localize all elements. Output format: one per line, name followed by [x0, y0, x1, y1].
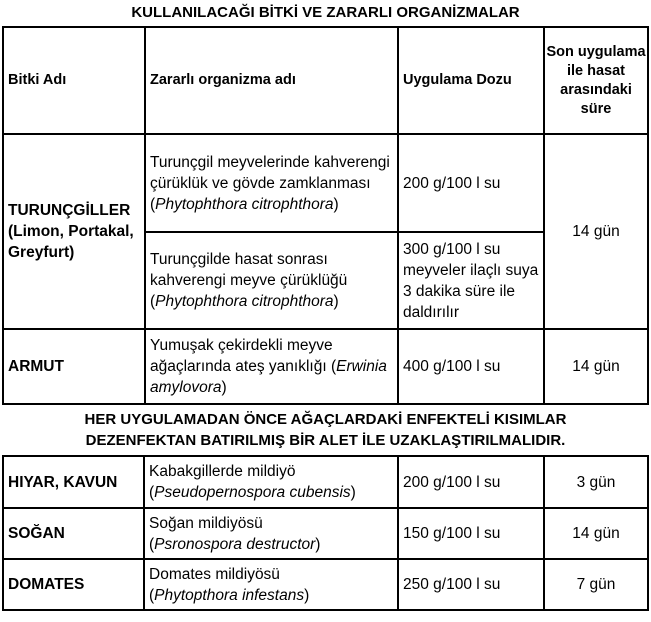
pest-latin: Psronospora destructor — [154, 535, 316, 553]
table-row — [3, 508, 648, 559]
pest-name: Kabakgillerde mildiyö — [149, 463, 296, 480]
plant-name: HIYAR, KAVUN — [3, 456, 144, 508]
dose-cell: 300 g/100 l su meyveler ilaçlı suya 3 dakika süre ile daldırılır — [398, 232, 544, 329]
interval-pear: 14 gün — [544, 329, 648, 404]
header-dose: Uygulama Dozu — [398, 27, 544, 134]
header-plant: Bitki Adı — [3, 27, 145, 134]
dose-cell: 150 g/100 l su — [398, 508, 544, 559]
pest-latin: Phytopthora infestans — [154, 586, 305, 604]
pest-name: Domates mildiyösü — [149, 565, 280, 583]
pest-name: Turunçgilde hasat sonrası kahverengi meyve çürüklüğü — [150, 251, 348, 289]
dose-cell: 200 g/100 l su — [398, 456, 544, 508]
plant-name: DOMATES — [3, 559, 144, 610]
header-interval: Son uygulama ile hasat arasındaki süre — [544, 27, 648, 134]
page-title: KULLANILACAĞI BİTKİ VE ZARARLI ORGANİZMALAR — [131, 4, 520, 21]
table-row — [3, 456, 648, 508]
pest-name: Yumuşak çekirdekli meyve ağaçlarında ateş yanıklığı — [150, 337, 333, 375]
plant-pear: ARMUT — [3, 329, 145, 404]
dose-cell: 200 g/100 l su — [398, 134, 544, 232]
pest-latin: Erwinia amylovora — [150, 358, 387, 396]
interval-cell: 14 gün — [544, 508, 648, 559]
interval-cell: 3 gün — [544, 456, 648, 508]
pest-latin: Phytophthora citrophthora — [155, 293, 334, 310]
interval-cell: 7 gün — [544, 559, 648, 610]
interval-citrus: 14 gün — [544, 134, 648, 329]
pest-name: Soğan mildiyösü — [149, 514, 263, 532]
pest-cell: Kabakgillerde mildiyö (Pseudopernospora cubensis) — [144, 456, 398, 508]
dose-cell: 250 g/100 l su — [398, 559, 544, 610]
pest-cell: Turunçgilde hasat sonrası kahverengi meyve çürüklüğü (Phytophthora citrophthora) — [145, 232, 398, 329]
vegetable-pesticide-table — [2, 455, 649, 611]
plant-name: SOĞAN — [3, 508, 144, 559]
pest-cell: Soğan mildiyösü (Psronospora destructor) — [144, 508, 398, 559]
header-row — [3, 27, 648, 134]
warning-line-2: DEZENFEKTAN BATIRILMIŞ BİR ALET İLE UZAKLAŞTIRILMALIDIR. — [85, 432, 566, 449]
plant-citrus: TURUNÇGİLLER (Limon, Portakal, Greyfurt) — [3, 134, 145, 329]
header-pest: Zararlı organizma adı — [145, 27, 398, 134]
pest-name: Turunçgil meyvelerinde kahverengi çürüklük ve gövde zamklanması — [150, 153, 390, 192]
warning-line-1: HER UYGULAMADAN ÖNCE AĞAÇLARDAKİ ENFEKTELİ KISIMLAR — [84, 411, 567, 428]
dose-cell: 400 g/100 l su — [398, 329, 544, 404]
warning-note — [0, 409, 651, 451]
table-row — [3, 329, 648, 404]
pest-latin: Pseudopernospora cubensis — [154, 484, 351, 501]
table-row — [3, 559, 648, 610]
table-row — [3, 134, 648, 232]
pest-cell: Domates mildiyösü (Phytopthora infestans) — [144, 559, 398, 610]
pest-cell: Yumuşak çekirdekli meyve ağaçlarında ateş yanıklığı (Erwinia amylovora) — [145, 329, 398, 404]
pest-cell: Turunçgil meyvelerinde kahverengi çürüklük ve gövde zamklanması (Phytophthora citrophthora) — [145, 134, 398, 232]
main-pesticide-table — [2, 26, 649, 405]
pest-latin: Phytophthora citrophthora — [155, 195, 334, 213]
